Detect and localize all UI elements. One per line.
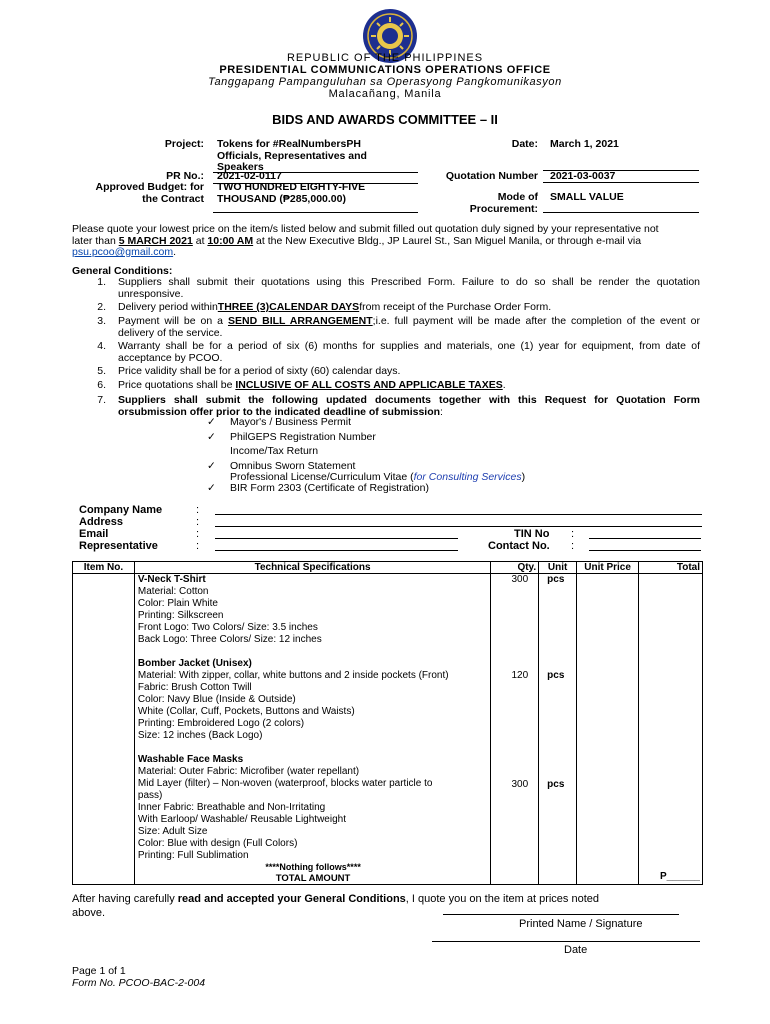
nothing-follows: ****Nothing follows**** (265, 862, 361, 872)
header-unit: Unit (539, 562, 577, 574)
unit-item2: pcs (547, 670, 565, 681)
instructions-paragraph: Please quote your lowest price on the item/s listed below and submit filled out quotation duly signed by your representative not later than 5 MARCH 2021 at 10:00 AM at the New Executive Bldg., JP Laurel St., San Miguel Manila, or through e-mail via psu.pcoo@gmail.com. (72, 223, 659, 258)
quotation-number-label: Quotation Number (445, 170, 538, 182)
quotation-number-value: 2021-03-0037 (550, 170, 616, 182)
approved-budget-value: TWO HUNDRED EIGHTY-FIVE THOUSAND (₱285,000.00) (217, 181, 366, 205)
date-caption: Date (564, 944, 588, 956)
office-heading-filipino: Tanggapang Pampanguluhan sa Operasyong Pangkomunikasyon (208, 76, 562, 88)
checkmark-icon: ✓ (207, 482, 216, 494)
pr-number-value: 2021-02-0117 (217, 170, 282, 182)
checkmark-icon: ✓ (207, 431, 216, 443)
checkmark-icon: ✓ (207, 416, 216, 428)
address-field[interactable] (215, 526, 702, 527)
contact-number-label: Contact No. (488, 540, 550, 552)
location-heading: Malacañang, Manila (328, 88, 442, 100)
contact-number-field[interactable] (589, 550, 701, 551)
pr-number-label: PR No.: (166, 170, 204, 182)
signature-line[interactable] (443, 914, 679, 915)
date-label: Date: (511, 138, 538, 150)
unit-item1: pcs (547, 574, 565, 585)
project-value: Tokens for #RealNumbersPH Officials, Representatives and Speakers (217, 138, 367, 173)
tin-label: TIN No (514, 528, 550, 540)
form-number: Form No. PCOO-BAC-2-004 (72, 977, 206, 989)
total-amount-value: P______ (659, 871, 700, 882)
email-link[interactable]: psu.pcoo@gmail.com (72, 246, 174, 258)
item-face-masks: Washable Face Masks Material: Outer Fabric: Microfiber (water repellant) Mid Layer (filter) – Non-woven (waterproof, blocks water particle to pass) Inner Fabric: Breathable and Non-Irritating With Earloop/ Washable/ Reusable Lightweight Size: Adult Size Color: Blue with design (Full Colors) Printing: Full Sublimation (137, 754, 433, 861)
unit-price-cell[interactable] (577, 574, 639, 885)
company-name-label: Company Name (79, 504, 163, 516)
qty-item2: 120 (511, 670, 529, 681)
office-heading: PRESIDENTIAL COMMUNICATIONS OPERATIONS OFFICE (219, 64, 551, 76)
closing-statement: After having carefully read and accepted your General Conditions, I quote you on the item at prices noted (72, 893, 600, 905)
header-qty: Qty. (491, 562, 539, 574)
condition-3: 3. Payment will be on a SEND BILL ARRANGEMENT;i.e. full payment will be made after the completion of the event or delivery of the service. (97, 315, 700, 339)
item-vneck-tshirt: V-Neck T-Shirt Material: Cotton Color: Plain White Printing: Silkscreen Front Logo: Two Colors/ Size: 3.5 inches Back Logo: Three Colors/ Size: 12 inches (137, 574, 322, 645)
condition-1: 1. Suppliers shall submit their quotations using this Prescribed Form. Failure to do so shall be render the quotation unresponsive. (97, 276, 700, 300)
company-name-field[interactable] (215, 514, 702, 515)
page-footer (72, 965, 205, 989)
date-value: March 1, 2021 (550, 138, 619, 150)
checkmark-icon: ✓ (207, 460, 216, 472)
page-title: BIDS AND AWARDS COMMITTEE – II (272, 112, 498, 127)
header-total: Total (639, 562, 703, 574)
header-unit-price: Unit Price (577, 562, 639, 574)
qty-item1: 300 (511, 574, 529, 585)
republic-heading: REPUBLIC OF THE PHILIPPINES (286, 52, 484, 64)
unit-item3: pcs (547, 779, 565, 790)
printed-name-signature-label: Printed Name / Signature (519, 918, 643, 930)
item-bomber-jacket: Bomber Jacket (Unisex) Material: With zipper, collar, white buttons and 2 inside pockets (Front) Fabric: Brush Cotton Twill Color: Navy Blue (Inside & Outside) White (Collar, Cuff, Pockets, Buttons and Waists) Printing: Embroidered Logo (2 colors) Size: 12 inches (Back Logo) (137, 658, 449, 741)
email-label: Email (79, 528, 109, 540)
specifications-table (72, 561, 703, 885)
qty-item3: 300 (511, 779, 529, 790)
representative-label: Representative (79, 540, 158, 552)
header-item-no: Item No. (73, 562, 135, 574)
representative-field[interactable] (215, 550, 458, 551)
condition-4: 4. Warranty shall be for a period of six (6) months for supplies and materials, one (1) year for equipment, from date of acceptance by PCOO. (97, 340, 700, 364)
total-cell[interactable] (639, 574, 703, 885)
email-field[interactable] (215, 538, 458, 539)
general-conditions-heading: General Conditions: (72, 265, 173, 277)
tin-field[interactable] (589, 538, 701, 539)
header-technical-specs: Technical Specifications (134, 562, 490, 574)
approved-budget-label: Approved Budget: for the Contract (95, 181, 204, 205)
condition-5: 5. Price validity shall be for a period of sixty (60) calendar days. (97, 365, 401, 377)
condition-6: 6. Price quotations shall be INCLUSIVE OF ALL COSTS AND APPLICABLE TAXES. (97, 379, 506, 391)
page-number: Page 1 of 1 (72, 965, 126, 977)
project-label: Project: (164, 138, 204, 150)
mode-of-procurement-label: Mode of Procurement: (469, 191, 538, 215)
mode-of-procurement-value: SMALL VALUE (550, 191, 624, 203)
total-amount-label: TOTAL AMOUNT (275, 873, 351, 884)
address-label: Address (79, 516, 124, 528)
condition-7: 7. Suppliers shall submit the following updated documents together with this Request for Quotation Form orsubmission offer prior to the indicated deadline of submission: (97, 394, 700, 418)
condition-2: 2. Delivery period withinTHREE (3)CALENDAR DAYSfrom receipt of the Purchase Order Form. (97, 301, 552, 313)
date-line[interactable] (432, 941, 700, 942)
